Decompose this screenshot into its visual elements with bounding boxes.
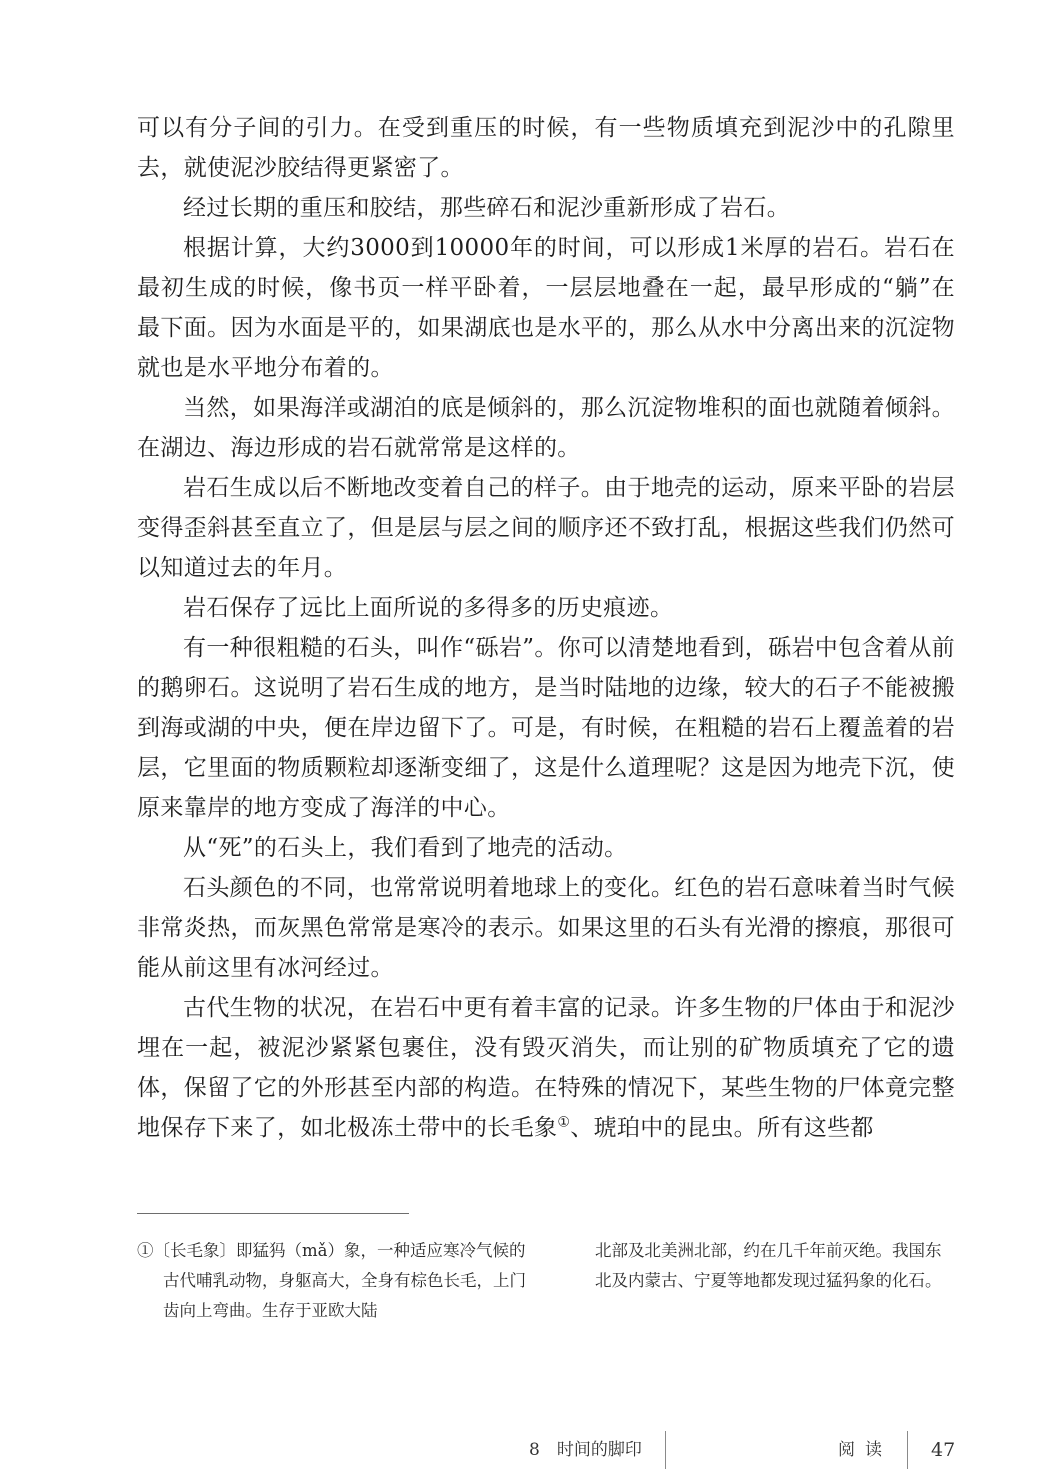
page-number: 47 — [931, 1439, 956, 1461]
footer-lesson-title: 8 时间的脚印 — [529, 1440, 642, 1460]
paragraph: 从“死”的石头上，我们看到了地壳的活动。 — [183, 835, 628, 861]
paragraph: 岩石生成以后不断地改变着自己的样子。由于地壳的运动，原来平卧的岩层变得歪斜甚至直立了，但是层与层之间的顺序还不致打乱，根据这些我们仍然可以知道过去的年月。 — [137, 475, 955, 581]
footnote-right-column: 北部及北美洲北部，约在几千年前灭绝。我国东北及内蒙古、宁夏等地都发现过猛犸象的化石。 — [595, 1241, 942, 1290]
paragraph-with-footnote — [137, 988, 955, 1148]
paragraph-text-after: 、琥珀中的昆虫。所有这些都 — [570, 1115, 874, 1141]
paragraph: 石头颜色的不同，也常常说明着地球上的变化。红色的岩石意味着当时气候非常炎热，而灰黑色常常是寒冷的表示。如果这里的石头有光滑的擦痕，那很可能从前这里有冰河经过。 — [137, 875, 955, 981]
footer-divider — [665, 1431, 666, 1469]
paragraph: 岩石保存了远比上面所说的多得多的历史痕迹。 — [183, 595, 674, 621]
paragraph: 经过长期的重压和胶结，那些碎石和泥沙重新形成了岩石。 — [183, 195, 791, 221]
paragraph-text-before: 古代生物的状况，在岩石中更有着丰富的记录。许多生物的尸体由于和泥沙埋在一起，被泥沙紧紧包裹住，没有毁灭消失，而让别的矿物质填充了它的遗体，保留了它的外形甚至内部的构造。在特殊的情况下，某些生物的尸体竟完整地保存下来了，如北极冻土带中的长毛象 — [137, 995, 955, 1141]
footer-divider — [907, 1431, 908, 1469]
footnote-left-column: ①〔长毛象〕即猛犸（mǎ）象，一种适应寒冷气候的古代哺乳动物，身躯高大，全身有棕色长毛，上门齿向上弯曲。生存于亚欧大陆 — [137, 1241, 526, 1320]
footnote-marker[interactable]: ① — [557, 1114, 571, 1131]
footer-section-label: 阅读 — [838, 1440, 892, 1460]
paragraph: 当然，如果海洋或湖泊的底是倾斜的，那么沉淀物堆积的面也就随着倾斜。在湖边、海边形成的岩石就常常是这样的。 — [137, 395, 955, 461]
paragraph-continued: 可以有分子间的引力。在受到重压的时候，有一些物质填充到泥沙中的孔隙里去，就使泥沙胶结得更紧密了。 — [137, 115, 955, 181]
footnote-rule — [137, 1213, 409, 1214]
paragraph: 有一种很粗糙的石头，叫作“砾岩”。你可以清楚地看到，砾岩中包含着从前的鹅卵石。这说明了岩石生成的地方，是当时陆地的边缘，较大的石子不能被搬到海或湖的中央，便在岸边留下了。可是，有时候，在粗糙的岩石上覆盖着的岩层，它里面的物质颗粒却逐渐变细了，这是什么道理呢？这是因为地壳下沉，使原来靠岸的地方变成了海洋的中心。 — [137, 635, 955, 821]
body-text — [137, 108, 955, 1148]
paragraph: 根据计算，大约3000到10000年的时间，可以形成1米厚的岩石。岩石在最初生成的时候，像书页一样平卧着，一层层地叠在一起，最早形成的“躺”在最下面。因为水面是平的，如果湖底也是水平的，那么从水中分离出来的沉淀物就也是水平地分布着的。 — [137, 235, 955, 381]
